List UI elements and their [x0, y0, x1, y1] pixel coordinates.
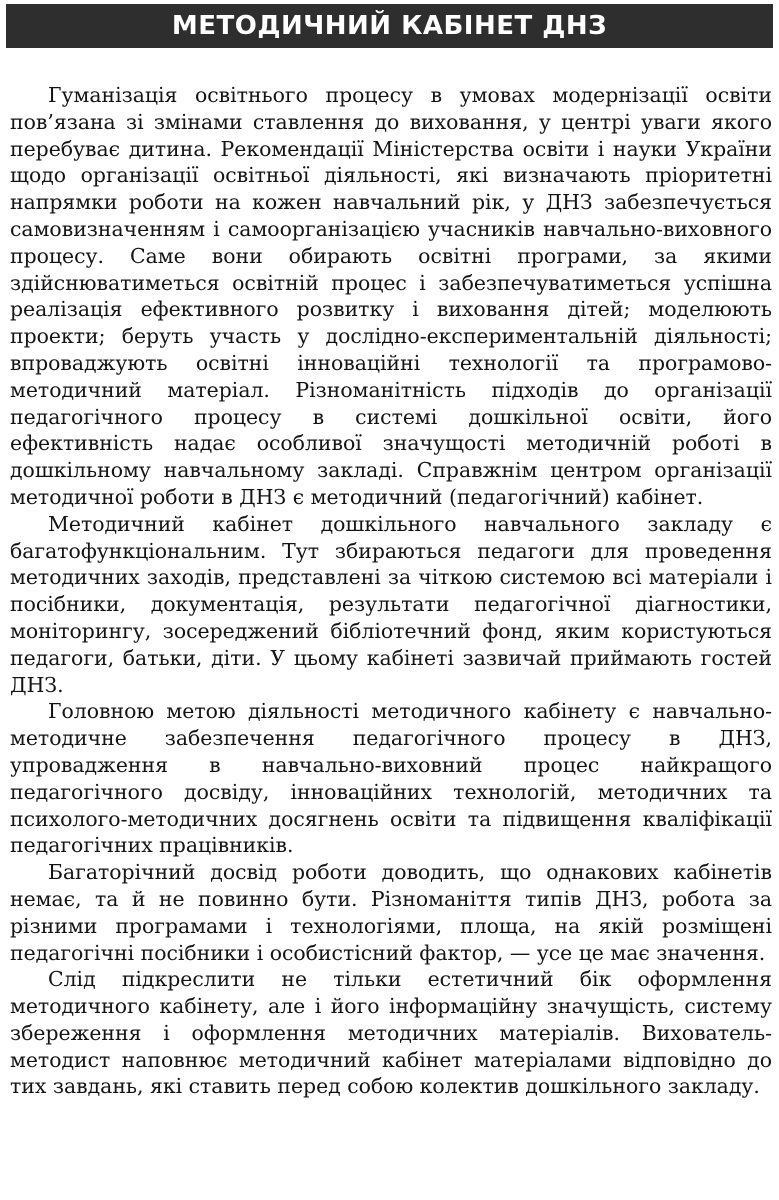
page-title: МЕТОДИЧНИЙ КАБІНЕТ ДНЗ: [171, 11, 608, 41]
paragraph-5: Слід підкреслити не тільки естетичний бік оформлення методичного кабінету, але і його інформаційну значущість, систему збереження і оформлення методичних матеріалів. Вихователь-методист наповнює методичний кабінет матеріалами відповідно до тих завдань, які ставить перед собою колектив дошкільного закладу.: [10, 967, 772, 1099]
paragraph-4: Багаторічний досвід роботи доводить, що однакових кабінетів немає, та й не повинно бути. Різноманіття типів ДНЗ, робота за різними програмами і технологіями, площа, на якій розміщені педагогічні посібники і особистісний фактор, — усе це має значення.: [10, 860, 772, 965]
paragraph-3: Головною метою діяльності методичного кабінету є навчально-методичне забезпечення педагогічного процесу в ДНЗ, упровадження в навчально-виховний процес найкращого педагогічного досвіду, інноваційних технологій, методичних та психолого-методичних досягнень освіти та підвищення кваліфікації педагогічних працівників.: [10, 699, 772, 858]
paragraph-1: Гуманізація освітнього процесу в умовах модернізації освіти пов’язана зі змінами ставлення до виховання, у центрі уваги якого перебуває дитина. Рекомендації Міністерства освіти і науки України щодо організації освітньої діяльності, які визначають пріоритетні напрямки роботи на кожен навчальний рік, у ДНЗ забезпечується самовизначенням і самоорганізацією учасників навчально-виховного процесу. Саме вони обирають освітні програми, за якими здійснюватиметься освітній процес і забезпечуватиметься успішна реалізація ефективного розвитку і виховання дітей; моделюють проекти; беруть участь у дослідно-експериментальній діяльності; впроваджують освітні інноваційні технології та програмово-методичний матеріал. Різноманітність підходів до організації педагогічного процесу в системі дошкільної освіти, його ефективність надає особливої значущості методичній роботі в дошкільному навчальному закладі. Справжнім центром організації методичної роботи в ДНЗ є методичний (педагогічний) кабінет.: [10, 83, 772, 509]
header-banner: [6, 4, 773, 48]
article-body: [10, 82, 772, 1100]
paragraph-2: Методичний кабінет дошкільного навчального закладу є багатофункціональним. Тут збираються педагоги для проведення методичних заходів, представлені за чіткою системою всі матеріали і посібники, документація, результати педагогічної діагностики, моніторингу, зосереджений бібліотечний фонд, яким користуються педагоги, батьки, діти. У цьому кабінеті зазвичай приймають гостей ДНЗ.: [10, 511, 772, 697]
